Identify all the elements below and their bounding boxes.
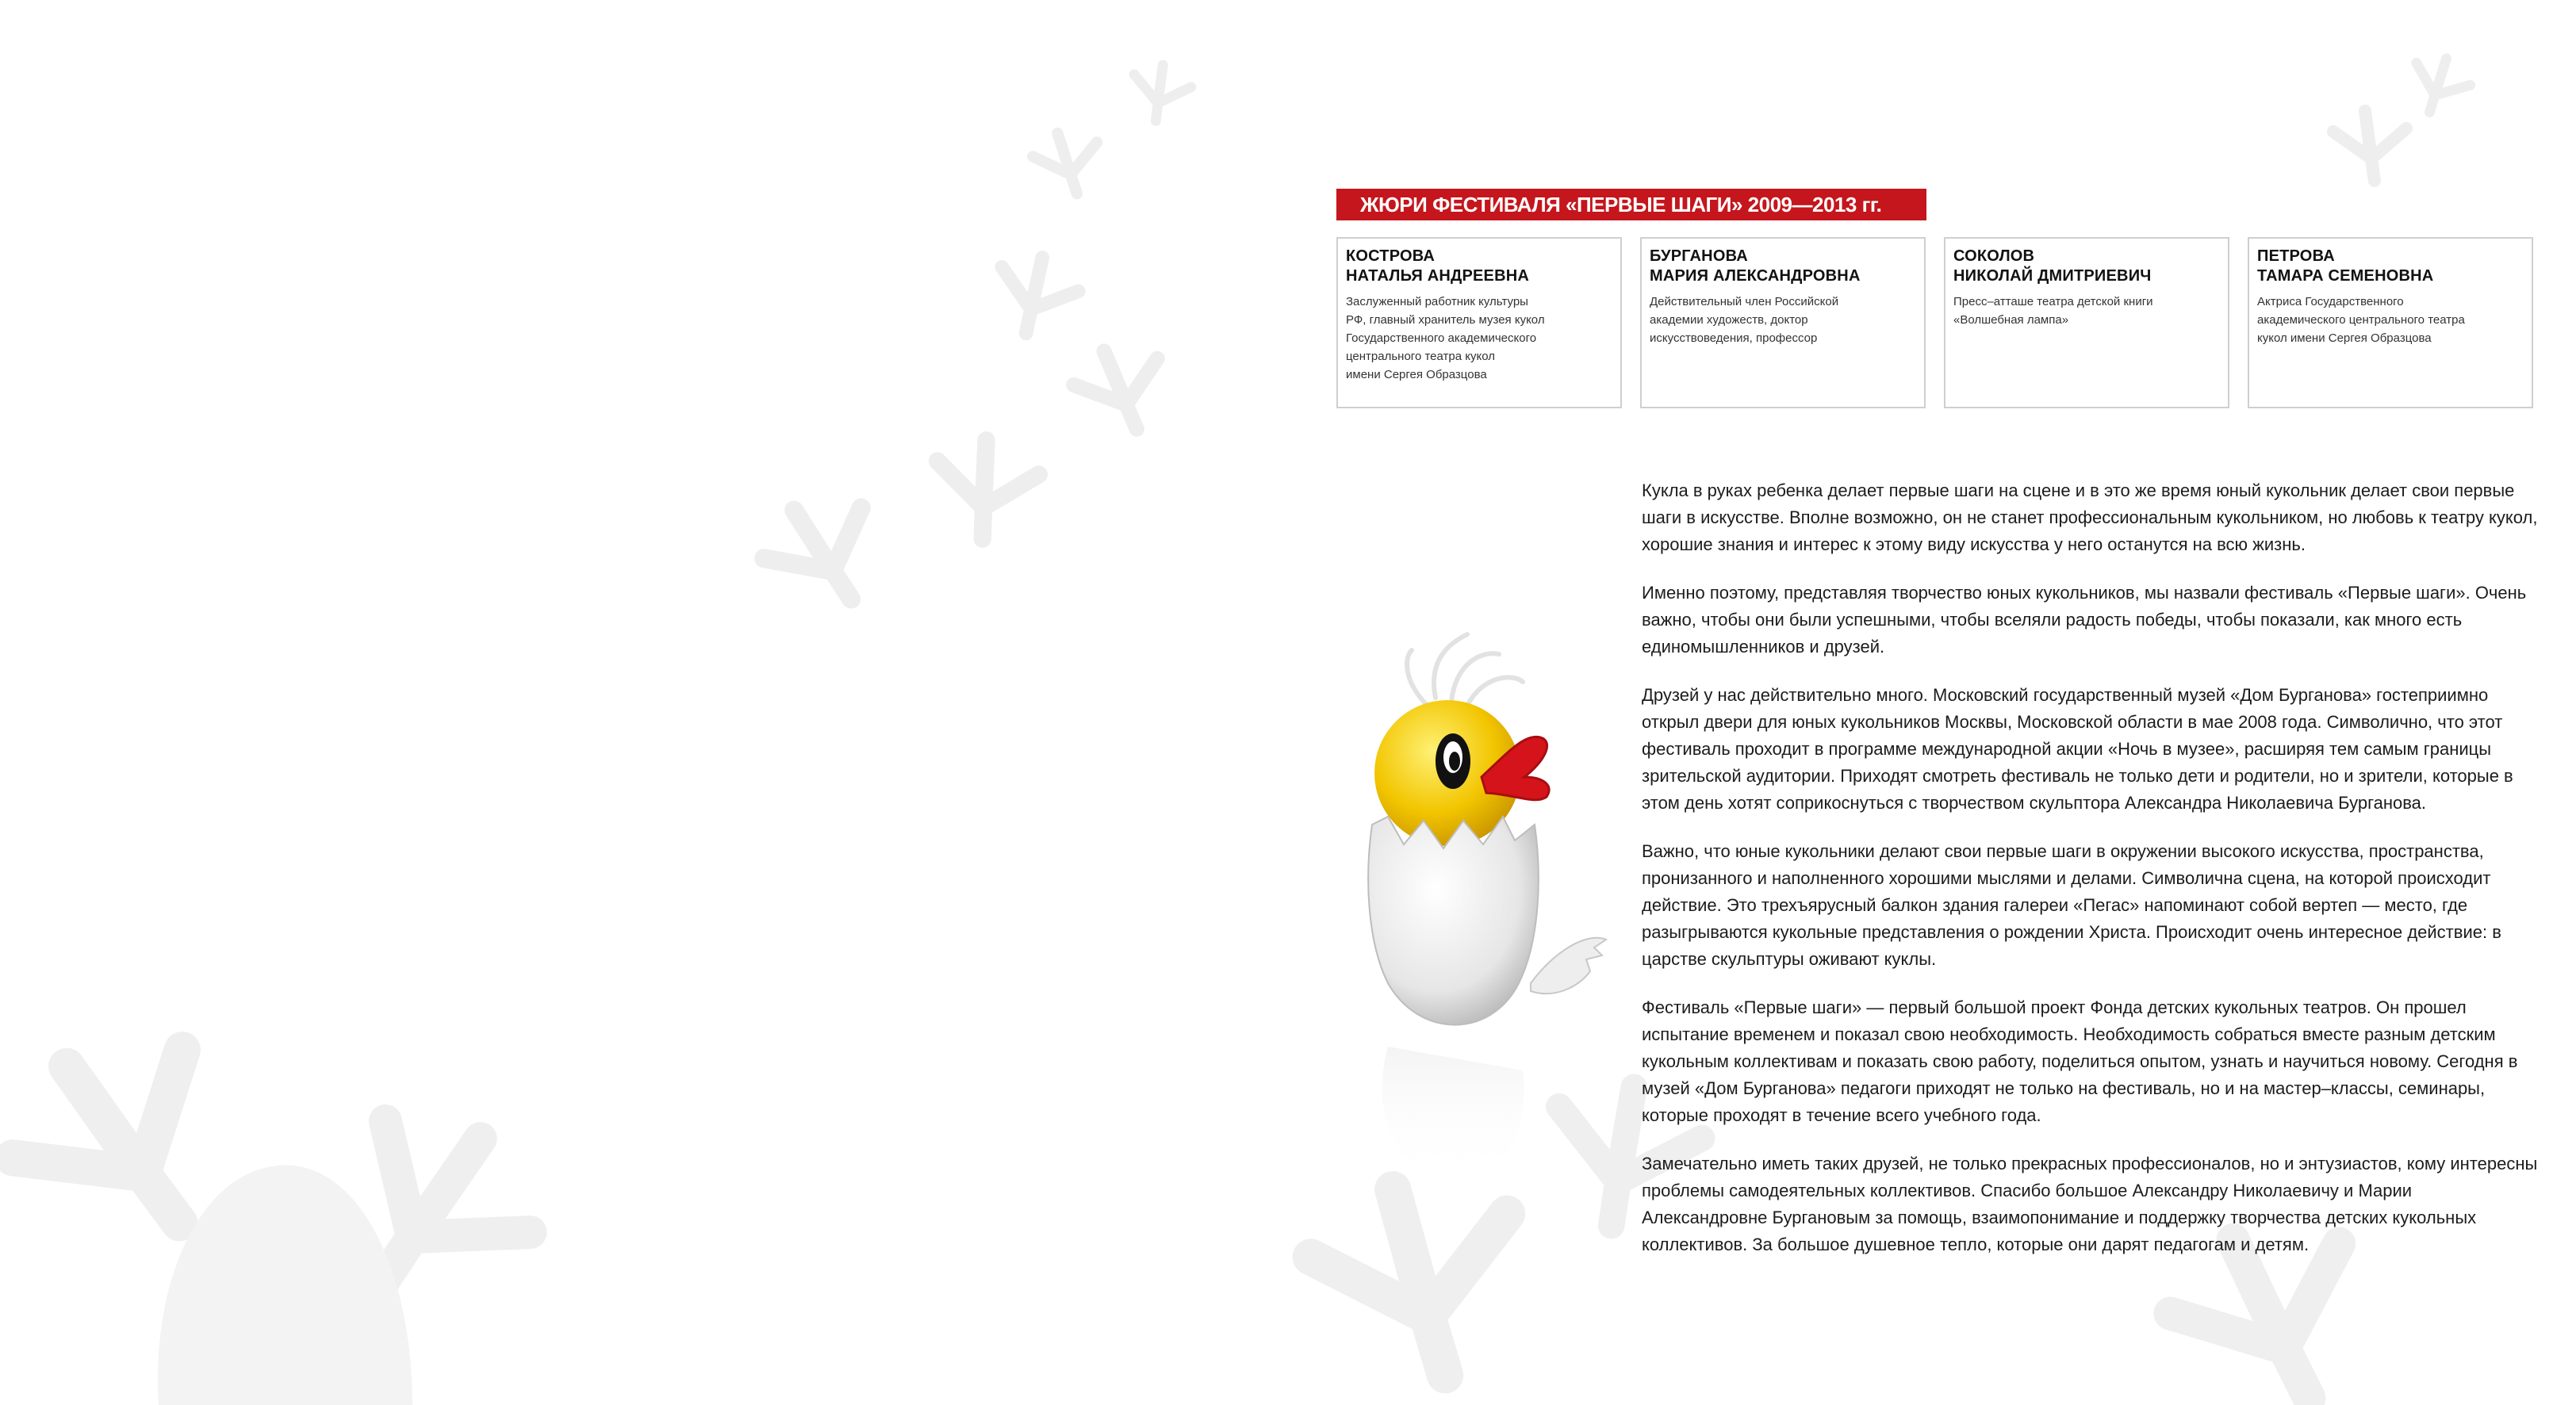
article-paragraph: Кукла в руках ребенка делает первые шаги на сцене и в это же время юный кукольник делает свои первые шаги в искусстве. Вполне возможно, он не станет профессиональным кукольником, но любовь к театру кукол, хорошие знания и интерес к этому виду искусства у него останутся на всю жизнь. xyxy=(1642,480,2538,554)
jury-card xyxy=(1336,237,1622,408)
bird-footprint-icon xyxy=(1068,339,1174,442)
chick-in-eggshell-icon xyxy=(1317,626,1634,1197)
jury-description: Действительный член Российской академии художеств, доктор искусствоведения, профессор xyxy=(1650,295,1839,345)
jury-card xyxy=(1944,237,2229,408)
jury-name: ПЕТРОВА ТАМАРА СЕМЕНОВНА xyxy=(2257,247,2434,285)
jury-card xyxy=(2248,237,2533,408)
jury-name: СОКОЛОВ НИКОЛАЙ ДМИТРИЕВИЧ xyxy=(1953,247,2152,285)
bird-footprint-icon xyxy=(1124,59,1194,128)
bird-footprint-icon xyxy=(1029,127,1105,200)
article-text xyxy=(1642,477,2542,1280)
bird-footprint-icon xyxy=(2400,48,2476,123)
article-paragraph: Друзей у нас действительно много. Московский государственный музей «Дом Бурганова» гостеприимно открыл двери для юных кукольников Москвы, Московской области в мае 2008 года. Символично, что этот фестиваль проходит в программе международной акции «Ночь в музее», расширяя тем самым границы зрительской аудитории. Приходят смотреть фестиваль не только дети и родители, но и зрители, которые в этом день хотят соприкоснуться с творчеством скульптора Александра Николаевича Бурганова. xyxy=(1642,685,2513,813)
bird-footprint-icon xyxy=(2333,111,2406,181)
article-paragraph: Фестиваль «Первые шаги» — первый большой проект Фонда детских кукольных театров. Он прошел испытание временем и показал свою необходимость. Необходимость собраться вместе разным детским кукольным коллективам и показать свою работу, поделиться опытом, узнать и научиться новому. Сегодня в музей «Дом Бурганова» педагоги приходят не только на фестиваль, но и на мастер–классы, семинары, которые проходят в течение всего учебного года. xyxy=(1642,997,2518,1125)
jury-name: БУРГАНОВА МАРИЯ АЛЕКСАНДРОВНА xyxy=(1650,247,1861,285)
jury-description: Пресс–атташе театра детской книги «Волшебная лампа» xyxy=(1953,295,2153,327)
bird-footprint-icon xyxy=(1301,1170,1532,1394)
bird-footprint-icon xyxy=(926,433,1043,547)
article-paragraph: Именно поэтому, представляя творчество юных кукольников, мы назвали фестиваль «Первые шаги». Очень важно, чтобы они были успешными, чтобы вселяли радость победы, чтобы показали, как много есть единомышленников и друзей. xyxy=(1642,583,2527,657)
jury-header: ЖЮРИ ФЕСТИВАЛЯ «ПЕРВЫЕ ШАГИ» 2009—2013 гг. xyxy=(1336,189,1926,220)
bird-footprint-icon xyxy=(751,484,895,626)
bird-footprint-icon xyxy=(983,246,1085,346)
jury-name: КОСТРОВА НАТАЛЬЯ АНДРЕЕВНА xyxy=(1346,247,1529,285)
article-paragraph: Замечательно иметь таких друзей, не только прекрасных профессионалов, но и энтузиастов, кому интересны проблемы самодеятельных коллективов. Спасибо большое Александру Николаевичу и Марии Александровне Бургановым за помощь, взаимопонимание и поддержку творчества детских кукольных коллективов. За большое душевное тепло, которые они дарят педагогам и детям. xyxy=(1642,1154,2538,1254)
jury-description: Актриса Государственного академического центрального театра кукол имени Сергея Образцова xyxy=(2257,295,2465,345)
jury-description: Заслуженный работник культуры РФ, главный хранитель музея кукол Государственного академического центрального театра кукол имени Сергея Образцова xyxy=(1346,295,1545,381)
article-paragraph: Важно, что юные кукольники делают свои первые шаги в окружении высокого искусства, пространства, пронизанного и наполненного хорошими мыслями и делами. Символична сцена, на которой происходит действие. Это трехъярусный балкон здания галереи «Пегас» напоминают собой вертеп — место, где разыгрываются кукольные представления о рождении Христа. Происходит очень интересное действие: в царстве скульптуры оживают куклы. xyxy=(1642,841,2501,969)
jury-card xyxy=(1640,237,1926,408)
